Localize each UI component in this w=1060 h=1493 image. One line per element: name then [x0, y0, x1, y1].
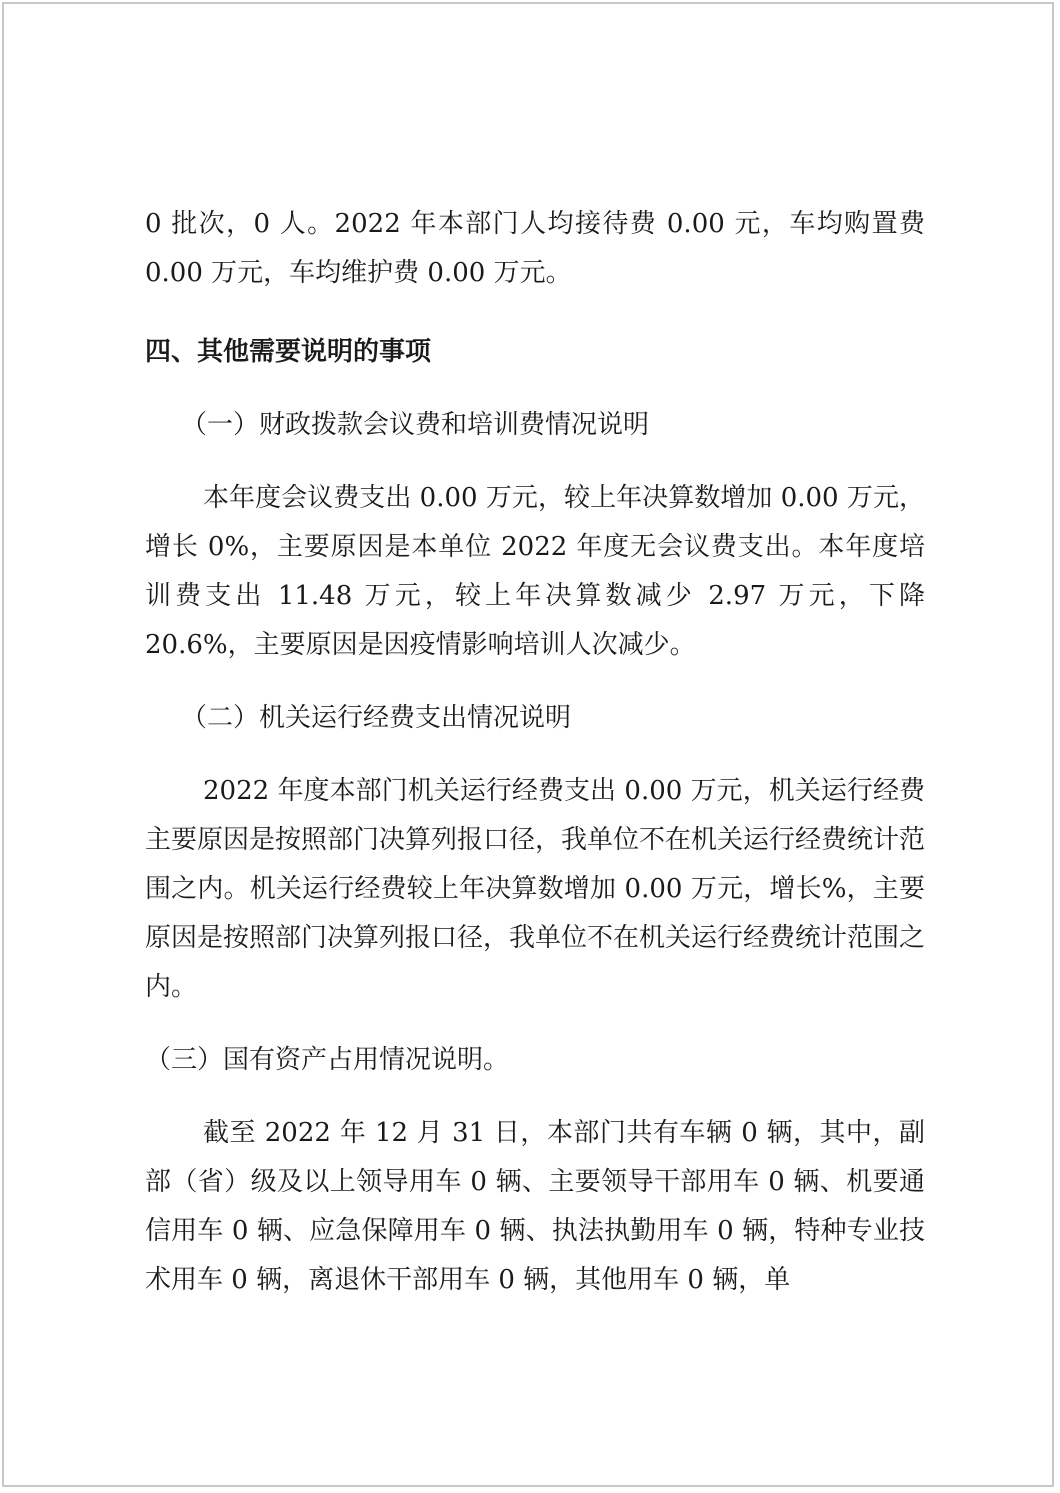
subsection-2-title: （二）机关运行经费支出情况说明 [181, 703, 572, 733]
paragraph-operating-costs: 2022 年度本部门机关运行经费支出 0.00 万元，机关运行经费主要原因是按照部门决算列报口径，我单位不在机关运行经费统计范围之内。机关运行经费较上年决算数增加 0.00 万元，增长%，主要原因是按照部门决算列报口径，我单位不在机关运行经费统计范围之内。 [145, 776, 926, 1002]
paragraph-vehicles: 截至 2022 年 12 月 31 日，本部门共有车辆 0 辆，其中，副部（省）级及以上领导用车 0 辆、主要领导干部用车 0 辆、机要通信用车 0 辆、应急保障用车 0 辆、执法执勤用车 0 辆，特种专业技术用车 0 辆，离退休干部用车 0 辆，其他用车 0 辆，单 [145, 1118, 925, 1295]
paragraph-meeting-training: 本年度会议费支出 0.00 万元，较上年决算数增加 0.00 万元，增长 0%，主要原因是本单位 2022 年度无会议费支出。本年度培训费支出 11.48 万元，较上年决算数减少 2.97 万元，下降 20.6%，主要原因是因疫情影响培训人次减少。 [145, 483, 925, 660]
document-content [145, 200, 925, 1305]
subsection-3-title: （三）国有资产占用情况说明。 [145, 1045, 510, 1075]
section-4-title: 四、其他需要说明的事项 [145, 337, 432, 367]
document-page [2, 2, 1054, 1487]
paragraph-reception-costs: 0 批次，0 人。2022 年本部门人均接待费 0.00 元，车均购置费 0.00 万元，车均维护费 0.00 万元。 [145, 209, 925, 288]
subsection-1-title: （一）财政拨款会议费和培训费情况说明 [181, 410, 650, 440]
